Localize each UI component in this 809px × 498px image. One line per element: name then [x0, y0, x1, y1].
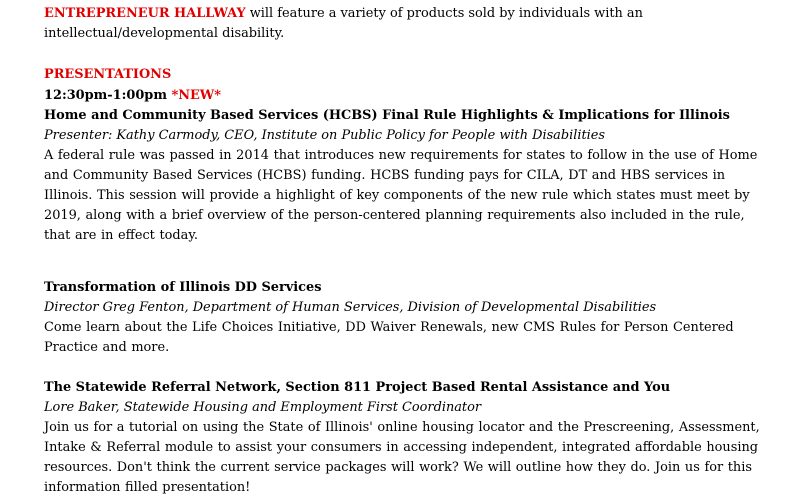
- entrepreneur-hallway-heading: ENTREPRENEUR HALLWAY: [44, 6, 246, 21]
- session-presenter: Presenter: Kathy Carmody, CEO, Institute on Public Policy for People with Disabilities: [44, 128, 606, 143]
- session-1: [44, 106, 766, 246]
- session-time: [44, 86, 766, 106]
- session-description: Join us for a tutorial on using the State of Illinois' online housing locator and the Prescreening, Assessment, Intake & Referral module to assist your consumers in accessing independent, integrated affordable housing resources. Don't think the current service packages will work? We will outline how they do. Join us for this information filled presentation!: [44, 420, 760, 495]
- session-presenter: Lore Baker, Statewide Housing and Employment First Coordinator: [44, 400, 482, 415]
- session-presenter: Director Greg Fenton, Department of Human Services, Division of Developmental Disabilities: [44, 300, 657, 315]
- session-title: Home and Community Based Services (HCBS) Final Rule Highlights & Implications for Illinois: [44, 108, 730, 123]
- session-title: The Statewide Referral Network, Section 811 Project Based Rental Assistance and You: [44, 380, 671, 395]
- session-time-text: 12:30pm-1:00pm: [44, 88, 172, 103]
- new-badge: *NEW*: [171, 88, 222, 103]
- session-3: [44, 378, 766, 498]
- presentations-heading: PRESENTATIONS: [44, 67, 172, 82]
- document-page: [44, 4, 766, 498]
- session-title: Transformation of Illinois DD Services: [44, 280, 322, 295]
- intro-text: will feature a variety of products sold by individuals with an intellectual/developmental disability.: [44, 6, 643, 41]
- session-description: Come learn about the Life Choices Initiative, DD Waiver Renewals, new CMS Rules for Person Centered Practice and more.: [44, 320, 734, 355]
- session-description: A federal rule was passed in 2014 that introduces new requirements for states to follow in the use of Home and Community Based Services (HCBS) funding. HCBS funding pays for CILA, DT and HBS services in Illinois. This session will provide a highlight of key components of the new rule which states must meet by 2019, along with a brief overview of the person-centered planning requirements also included in the rule, that are in effect today.: [44, 148, 758, 243]
- session-2: [44, 278, 766, 358]
- intro-paragraph: [44, 4, 766, 44]
